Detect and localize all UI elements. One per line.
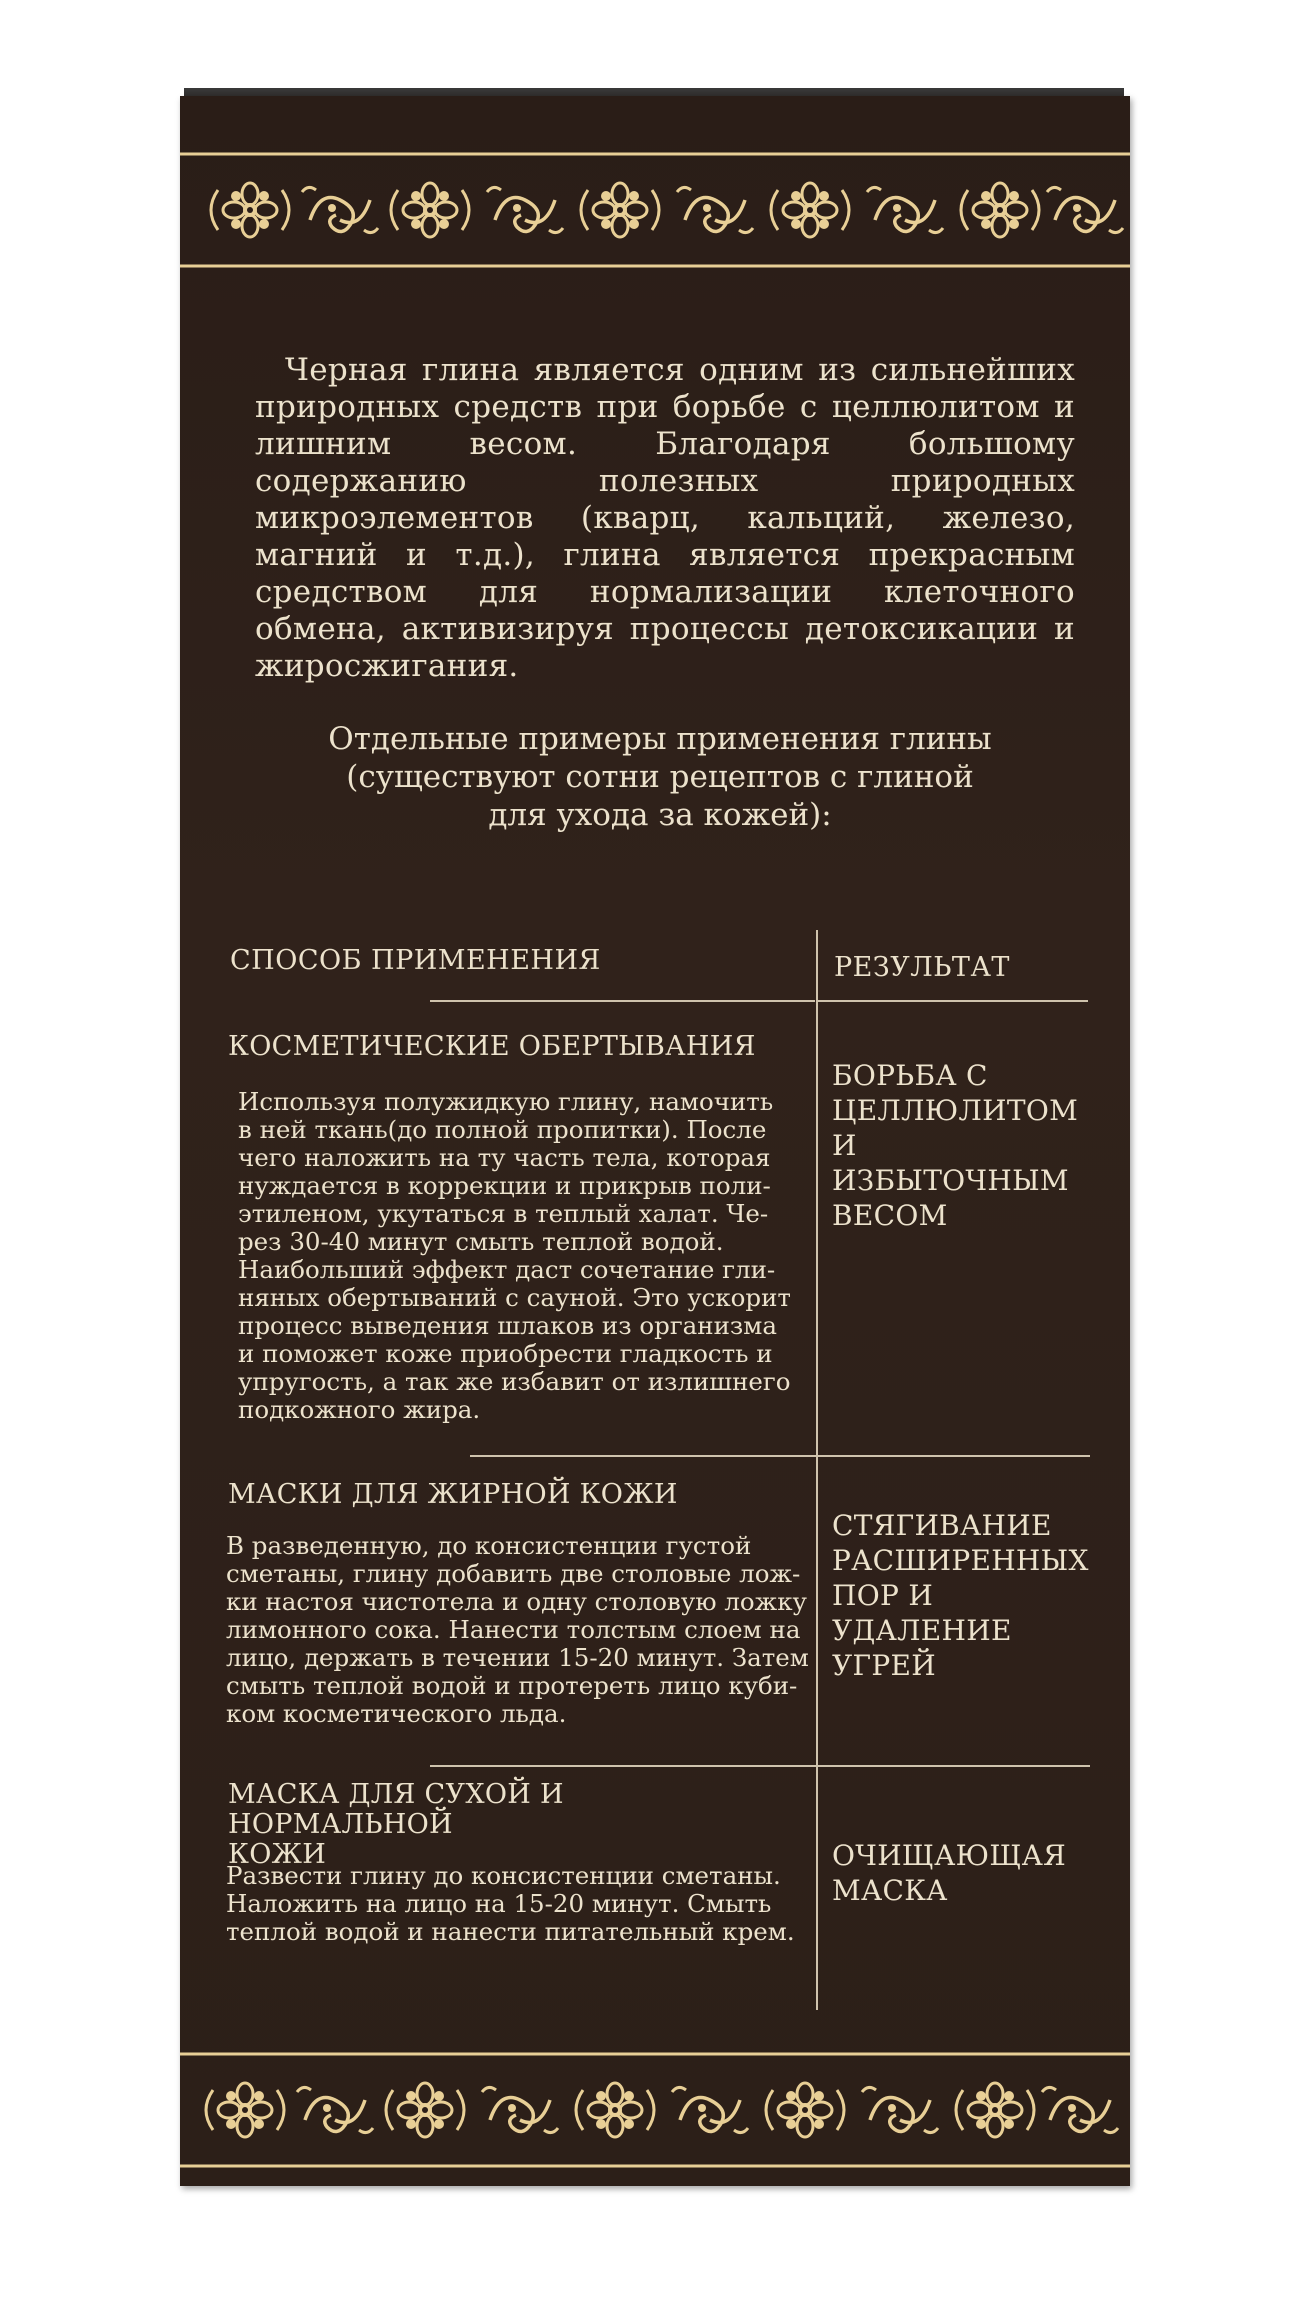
result-line: УДАЛЕНИЕ УГРЕЙ [832,1614,1012,1682]
body-line: Наложить на лицо на 15-20 минут. Смыть [226,1889,772,1918]
body-line: чего наложить на ту часть тела, которая [238,1143,771,1172]
result-line: ЦЕЛЛЮЛИТОМ [832,1094,1079,1127]
result-line: СТЯГИВАНИЕ [832,1509,1052,1542]
body-line: лицо, держать в течении 15-20 минут. Затем [226,1643,809,1672]
section-body-oily-skin [226,1532,810,1728]
result-line: ВЕСОМ [832,1199,948,1232]
body-line: сметаны, глину добавить две столовые лож- [226,1559,801,1588]
section-body-wraps [238,1088,822,1424]
body-line: ки настоя чистотела и одну столовую ложку [226,1587,807,1616]
body-line: Наибольший эффект даст сочетание гли- [238,1255,776,1284]
body-line: этиленом, укутаться в теплый халат. Че- [238,1199,769,1228]
table-rule [430,1765,1090,1767]
body-line: Используя полужидкую глину, намочить [238,1087,774,1116]
table-header-result: РЕЗУЛЬТАТ [834,952,1010,983]
section-result-oily-skin [832,1508,1102,1683]
result-line: БОРЬБА С [832,1059,988,1092]
section-title-wraps: КОСМЕТИЧЕСКИЕ ОБЕРТЫВАНИЯ [228,1031,756,1062]
body-line: упругость, а так же избавит от излишнего [238,1367,791,1396]
ornament-band-bottom [180,2050,1130,2170]
section-result-dry-skin [832,1838,1102,1908]
floral-ornament-bottom [180,2050,1130,2170]
section-title-dry-skin [228,1780,788,1870]
body-line: лимонного сока. Нанести толстым слоем на [226,1615,801,1644]
body-line: ком косметического льда. [226,1699,567,1728]
table-rule [470,1455,1090,1457]
body-line: подкожного жира. [238,1395,481,1424]
body-line: нуждается в коррекции и прикрыв поли- [238,1171,771,1200]
examples-line: для ухода за кожей): [488,797,832,833]
examples-heading [260,720,1060,834]
ornament-band-top [180,150,1130,270]
result-line: ПОР И [832,1579,934,1612]
table-header-method: СПОСОБ ПРИМЕНЕНИЯ [230,945,601,976]
title-line: КОЖИ [228,1839,327,1870]
table-rule [818,1000,1088,1002]
body-line: няных обертываний с сауной. Это ускорит [238,1283,791,1312]
title-line: МАСКА ДЛЯ СУХОЙ И НОРМАЛЬНОЙ [228,1779,564,1840]
body-line: В разведенную, до консистенции густой [226,1531,752,1560]
floral-ornament-top [180,150,1130,270]
result-line: МАСКА [832,1874,948,1907]
body-line: теплой водой и нанести питательный крем. [226,1917,795,1946]
examples-line: Отдельные примеры применения глины [328,721,992,757]
body-line: Развести глину до консистенции сметаны. [226,1861,781,1890]
body-line: и поможет коже приобрести гладкость и [238,1339,773,1368]
intro-paragraph: Черная глина является одним из сильнейших природных средств при борьбе с целлюлитом и лишним весом. Благодаря большому содержанию полезных природных микроэлементов (кварц, кальций, железо, магний и т.д.), глина является прекрасным средством для нормализации клеточного обмена, активизируя процессы детоксикации и жиросжигания. [255,352,1075,684]
result-line: ОЧИЩАЮЩАЯ [832,1839,1067,1872]
body-line: процесс выведения шлаков из организма [238,1311,777,1340]
table-rule [430,1000,815,1002]
section-title-oily-skin: МАСКИ ДЛЯ ЖИРНОЙ КОЖИ [228,1479,678,1510]
section-result-wraps [832,1058,1102,1233]
body-line: смыть теплой водой и протереть лицо куби- [226,1671,798,1700]
body-line: в ней ткань(до полной пропитки). После [238,1115,767,1144]
section-body-dry-skin [226,1862,810,1946]
result-line: И ИЗБЫТОЧНЫМ [832,1129,1069,1197]
examples-line: (существуют сотни рецептов с глиной [346,759,974,795]
body-line: рез 30-40 минут смыть теплой водой. [238,1227,724,1256]
result-line: РАСШИРЕННЫХ [832,1544,1089,1577]
